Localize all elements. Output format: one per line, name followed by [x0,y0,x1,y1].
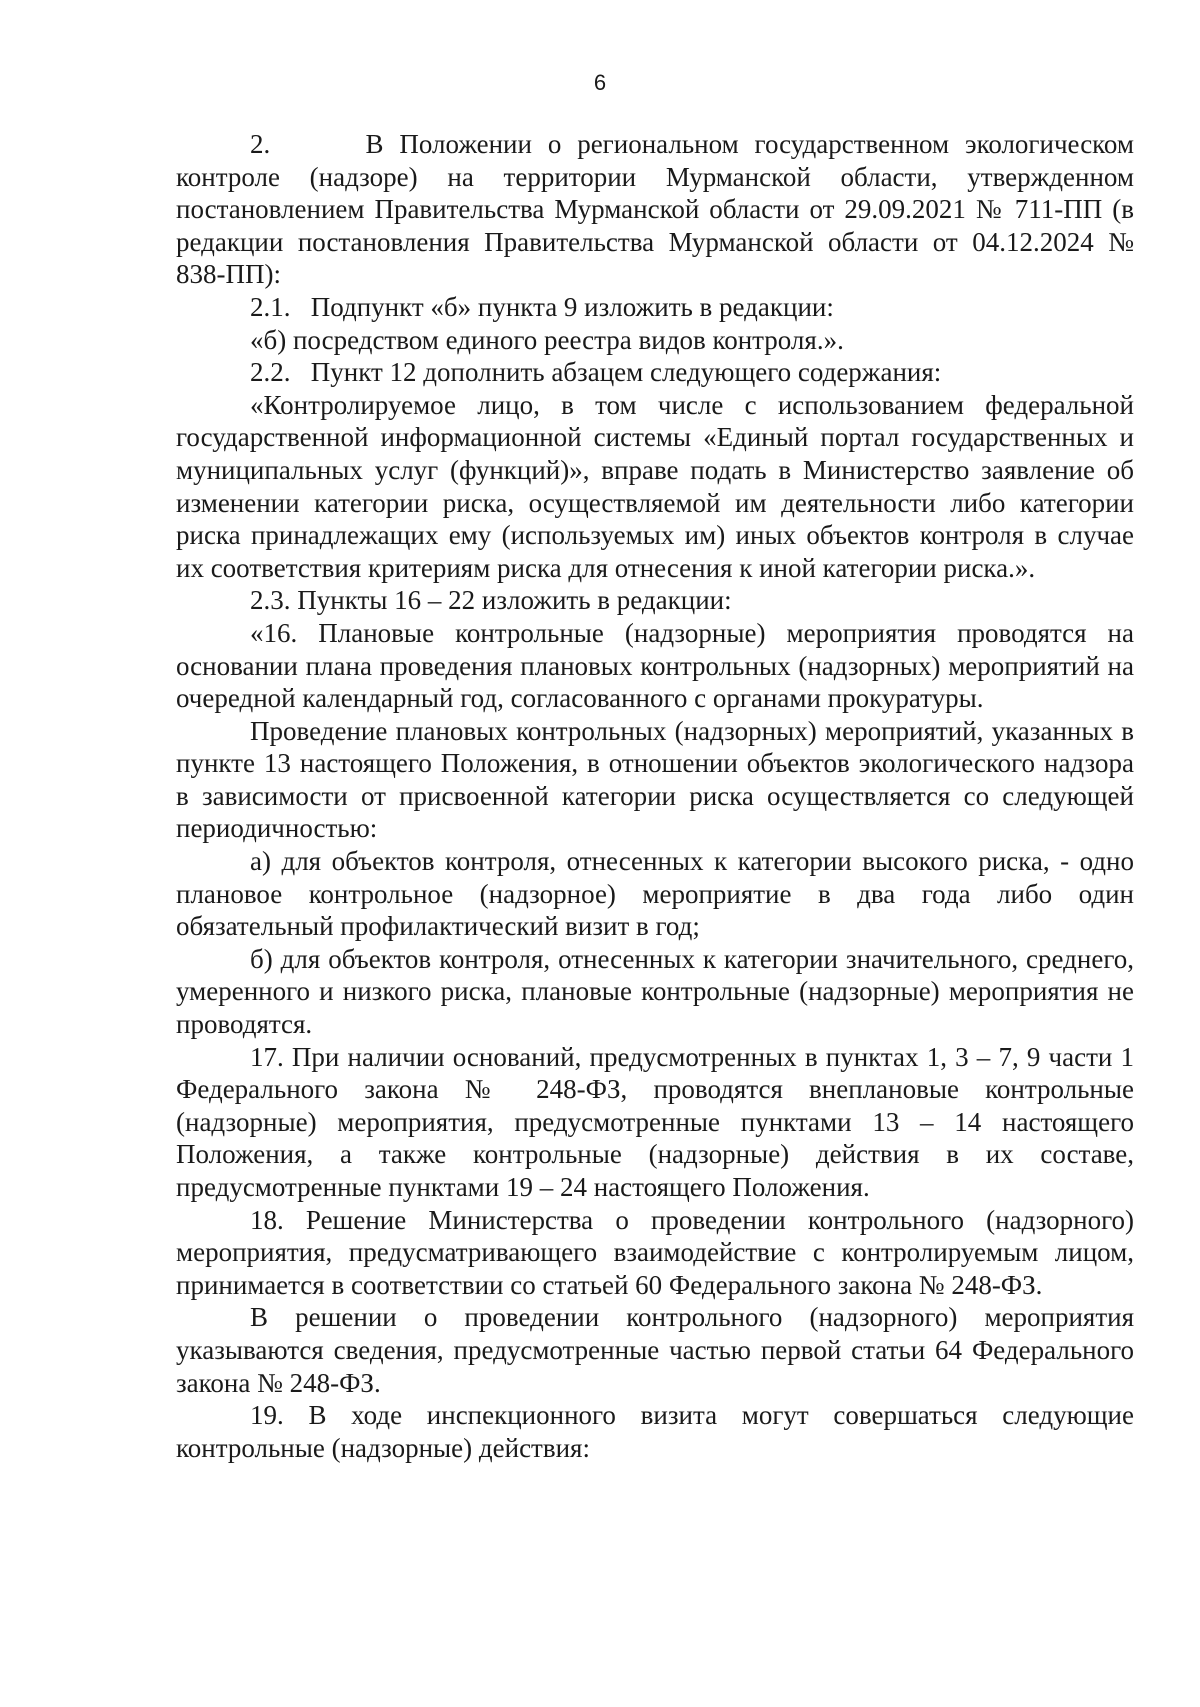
paragraph-17: 17. При наличии оснований, предусмотренных в пунктах 1, 3 – 7, 9 части 1 Федерального закона № 248-ФЗ, проводятся внеплановые контрольные (надзорные) мероприятия, предусмотренные пунктами 13 – 14 настоящего Положения, а также контрольные (надзорные) действия в их составе, предусмотренные пунктами 19 – 24 настоящего Положения. [176,1041,1134,1202]
paragraph-2-2-text: «Контролируемое лицо, в том числе с использованием федеральной государственной информационной системы «Единый портал государственных и муниципальных услуг (функций)», вправе подать в Министерство заявление об изменении категории риска, осуществляемой им деятельности либо категории риска принадлежащих ему (используемых им) иных объектов контроля в случае их соответствия критериям риска для отнесения к иной категории риска.». [176,389,1134,583]
paragraph-19: 19. В ходе инспекционного визита могут совершаться следующие контрольные (надзорные) действия: [176,1400,1134,1463]
paragraph-16: «16. Плановые контрольные (надзорные) мероприятия проводятся на основании плана проведения плановых контрольных (надзорных) мероприятий на очередной календарный год, согласованного с органами прокуратуры. [176,617,1134,714]
page-number: 6 [593,70,607,95]
paragraph-2-amendment-intro: 2. В Положении о региональном государственном экологическом контроле (надзоре) на территории Мурманской области, утвержденном постановлением Правительства Мурманской области от 29.09.2021 № 711-ПП (в редакции постановления Правительства Мурманской области от 04.12.2024 № 838-ПП): [176,129,1134,290]
paragraph-2-1: 2.1. Подпункт «б» пункта 9 изложить в редакции: [250,291,834,322]
paragraph-2-1-text: «б) посредством единого реестра видов контроля.». [250,324,844,355]
paragraph-16-item-b: б) для объектов контроля, отнесенных к категории значительного, среднего, умеренного и низкого риска, плановые контрольные (надзорные) мероприятия не проводятся. [176,943,1134,1040]
paragraph-16-item-a: а) для объектов контроля, отнесенных к категории высокого риска, - одно плановое контрольное (надзорное) мероприятие в два года либо один обязательный профилактический визит в год; [176,846,1134,942]
paragraph-16-periodicity: Проведение плановых контрольных (надзорных) мероприятий, указанных в пункте 13 настоящего Положения, в отношении объектов экологического надзора в зависимости от присвоенной категории риска осуществляется со следующей периодичностью: [176,715,1134,844]
document-body [176,128,1134,1464]
paragraph-18: 18. Решение Министерства о проведении контрольного (надзорного) мероприятия, предусматривающего взаимодействие с контролируемым лицом, принимается в соответствии со статьей 60 Федерального закона № 248-ФЗ. [176,1204,1134,1300]
paragraph-18-decision-details: В решении о проведении контрольного (надзорного) мероприятия указываются сведения, предусмотренные частью первой статьи 64 Федерального закона № 248-ФЗ. [176,1302,1134,1398]
paragraph-2-3: 2.3. Пункты 16 – 22 изложить в редакции: [250,585,732,616]
paragraph-2-2: 2.2. Пункт 12 дополнить абзацем следующего содержания: [250,357,942,388]
